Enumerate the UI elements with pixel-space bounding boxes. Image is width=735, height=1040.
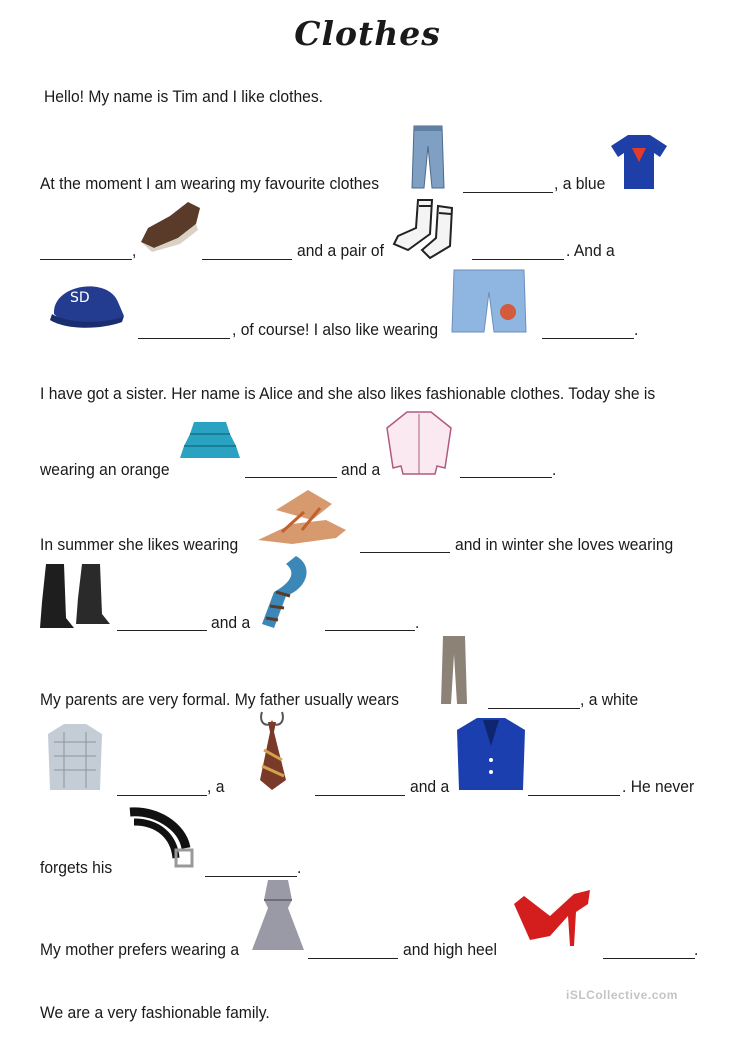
text-a-white: , a white [580, 690, 639, 709]
shorts-icon [450, 268, 528, 336]
text-he-never: . He never [622, 777, 695, 796]
dress-icon [250, 878, 306, 954]
blank-18[interactable] [603, 958, 695, 959]
text-mother-prefers: My mother prefers wearing a [40, 940, 240, 959]
text-and-a-3: and a [211, 613, 251, 632]
text-pair-of: and a pair of [297, 241, 384, 260]
sentence-intro: Hello! My name is Tim and I like clothes. [44, 87, 324, 106]
blank-17[interactable] [308, 958, 398, 959]
jacket-icon [455, 716, 527, 792]
sentence-family: We are a very fashionable family. [40, 1003, 270, 1022]
blank-11[interactable] [325, 630, 415, 631]
blank-4[interactable] [472, 259, 564, 260]
text-in-summer: In summer she likes wearing [40, 535, 239, 554]
text-wearing-orange: wearing an orange [40, 460, 170, 479]
shoe-icon [138, 198, 204, 254]
boots-icon [38, 562, 112, 630]
sandals-icon [252, 480, 352, 552]
text-of-course: , of course! I also like wearing [232, 320, 439, 339]
text-in-winter: and in winter she loves wearing [455, 535, 674, 554]
svg-text:SD: SD [70, 290, 90, 306]
jeans-icon [410, 124, 446, 190]
blank-13[interactable] [117, 795, 207, 796]
sentence-parents: My parents are very formal. My father usually wears [40, 690, 399, 709]
blank-7[interactable] [245, 477, 337, 478]
blank-1[interactable] [463, 192, 553, 193]
text-and-a-2: and a [341, 460, 381, 479]
text-and-a-4: and a [410, 777, 450, 796]
socks-icon [388, 196, 464, 262]
text-period-5: . [694, 940, 699, 959]
blank-10[interactable] [117, 630, 207, 631]
trousers-icon [440, 634, 468, 706]
blank-15[interactable] [528, 795, 620, 796]
text-comma-a: , a [207, 777, 225, 796]
blank-2[interactable] [40, 259, 132, 260]
text-a-blue: , a blue [554, 174, 606, 193]
text-period-1: . [634, 320, 639, 339]
blank-5[interactable] [138, 338, 230, 339]
text-period-2: . [552, 460, 557, 479]
text-high-heel: and high heel [403, 940, 497, 959]
text-forgets-his: forgets his [40, 858, 113, 877]
blank-6[interactable] [542, 338, 634, 339]
belt-icon [126, 806, 198, 870]
skirt-icon [180, 420, 240, 460]
worksheet-title: Clothes [294, 14, 441, 53]
sentence-wearing: At the moment I am wearing my favourite clothes [40, 174, 380, 193]
blank-12[interactable] [488, 708, 580, 709]
text-period-4: . [297, 858, 302, 877]
text-period-3: . [415, 613, 420, 632]
shirt-icon [46, 722, 104, 792]
scarf-icon [256, 552, 316, 632]
blank-8[interactable] [460, 477, 552, 478]
blank-14[interactable] [315, 795, 405, 796]
tie-icon [252, 710, 292, 792]
watermark: iSLCollective.com [566, 988, 678, 1002]
text-comma: , [132, 241, 137, 260]
blank-16[interactable] [205, 876, 297, 877]
cap-icon [48, 272, 126, 330]
blank-3[interactable] [202, 259, 292, 260]
blouse-icon [385, 410, 453, 476]
text-and-a: . And a [566, 241, 615, 260]
high-heels-icon [510, 886, 594, 948]
sentence-sister: I have got a sister. Her name is Alice and she also likes fashionable clothes. Today she is [40, 384, 656, 403]
t-shirt-icon [610, 132, 668, 190]
blank-9[interactable] [360, 552, 450, 553]
